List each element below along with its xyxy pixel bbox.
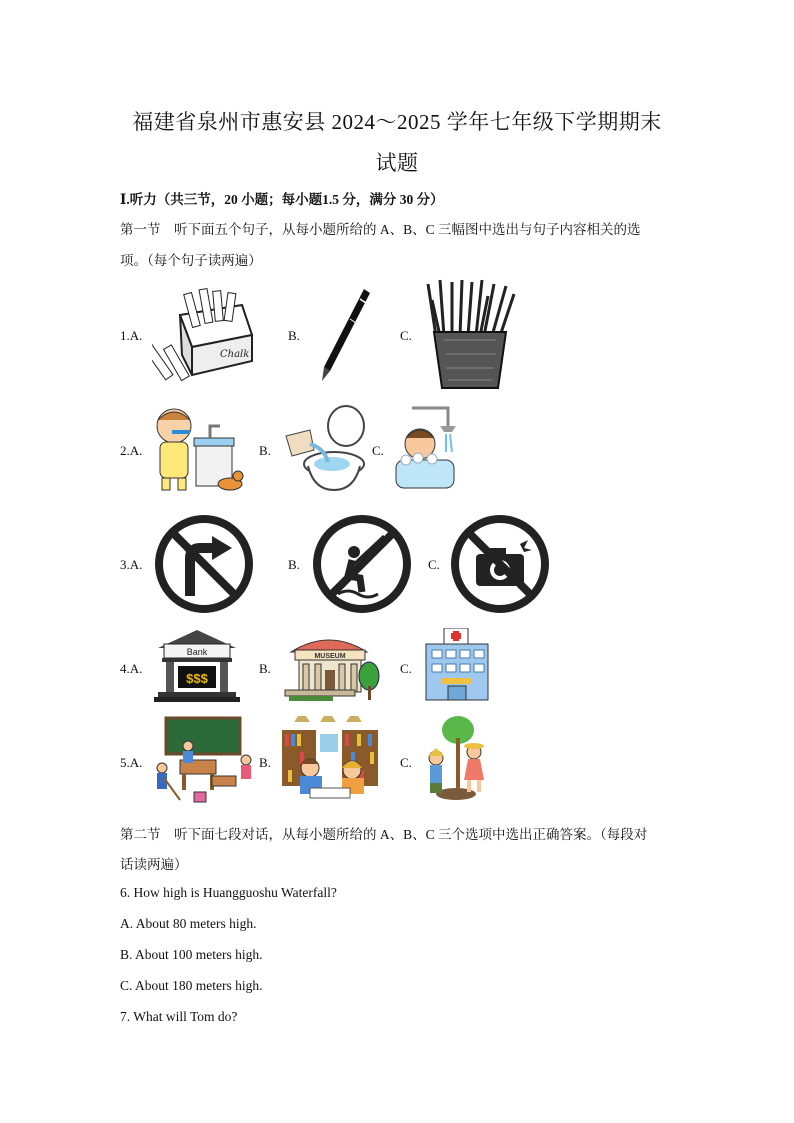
q1-option-b-label: B. [288, 328, 300, 343]
q2-option-c-label: C. [372, 443, 384, 458]
q6-option-b: B. About 100 meters high. [120, 947, 263, 962]
library-reading-image [280, 714, 380, 804]
section2-instruction-line1: 第二节 听下面七段对话，从每小题所给的 A、B、C 三个选项中选出正确答案。（每段对 [120, 827, 648, 842]
bank-money-symbols: $$$ [186, 671, 208, 686]
q6-question: 6. How high is Huangguoshu Waterfall? [120, 885, 337, 900]
no-fishing-sign [312, 514, 412, 614]
pencil-cup-image [422, 278, 518, 390]
q5-option-a-label: 5.A. [120, 755, 143, 770]
bank-building-image [154, 628, 240, 702]
q4-option-a-label: 4.A. [120, 661, 143, 676]
q3-option-a-label: 3.A. [120, 557, 143, 572]
q3-option-c-label: C. [428, 557, 440, 572]
document-title-line1: 福建省泉州市惠安县 2024～2025 学年七年级下学期期末 [132, 110, 662, 134]
q5-option-b-label: B. [259, 755, 271, 770]
q5-option-c-label: C. [400, 755, 412, 770]
part1-heading: Ⅰ.听力（共三节，20 小题；每小题1.5 分，满分 30 分） [120, 192, 444, 207]
q6-option-c: C. About 180 meters high. [120, 978, 263, 993]
document-title-line2: 试题 [375, 151, 419, 175]
section2-instruction-line2: 话读两遍） [120, 857, 188, 872]
q7-question: 7. What will Tom do? [120, 1009, 238, 1024]
q4-option-c-label: C. [400, 661, 412, 676]
q1-option-c-label: C. [400, 328, 412, 343]
no-photography-sign [450, 514, 550, 614]
section1-instruction-line1: 第一节 听下面五个句子，从每小题所给的 A、B、C 三幅图中选出与句子内容相关的选 [120, 222, 641, 237]
section1-instruction-line2: 项。（每个句子读两遍） [120, 253, 262, 268]
q2-option-b-label: B. [259, 443, 271, 458]
chalk-box-image [152, 285, 258, 383]
bank-sign-label: Bank [186, 647, 208, 657]
classroom-cleaning-image [150, 716, 256, 804]
no-right-turn-sign [154, 514, 254, 614]
museum-building-image [281, 628, 381, 702]
planting-tree-image [420, 714, 492, 804]
q3-option-b-label: B. [288, 557, 300, 572]
q1-option-a-label: 1.A. [120, 328, 143, 343]
fountain-pen-image [316, 285, 374, 383]
flushing-toilet-image [284, 404, 370, 492]
hospital-building-image [420, 628, 494, 704]
q2-option-a-label: 2.A. [120, 443, 143, 458]
child-bathing-image [392, 404, 458, 492]
museum-sign-label: MUSEUM [314, 653, 346, 660]
child-brushing-teeth-image [150, 404, 246, 492]
q6-option-a: A. About 80 meters high. [120, 916, 257, 931]
chalk-box-label: Chalk [220, 349, 250, 360]
q4-option-b-label: B. [259, 661, 271, 676]
